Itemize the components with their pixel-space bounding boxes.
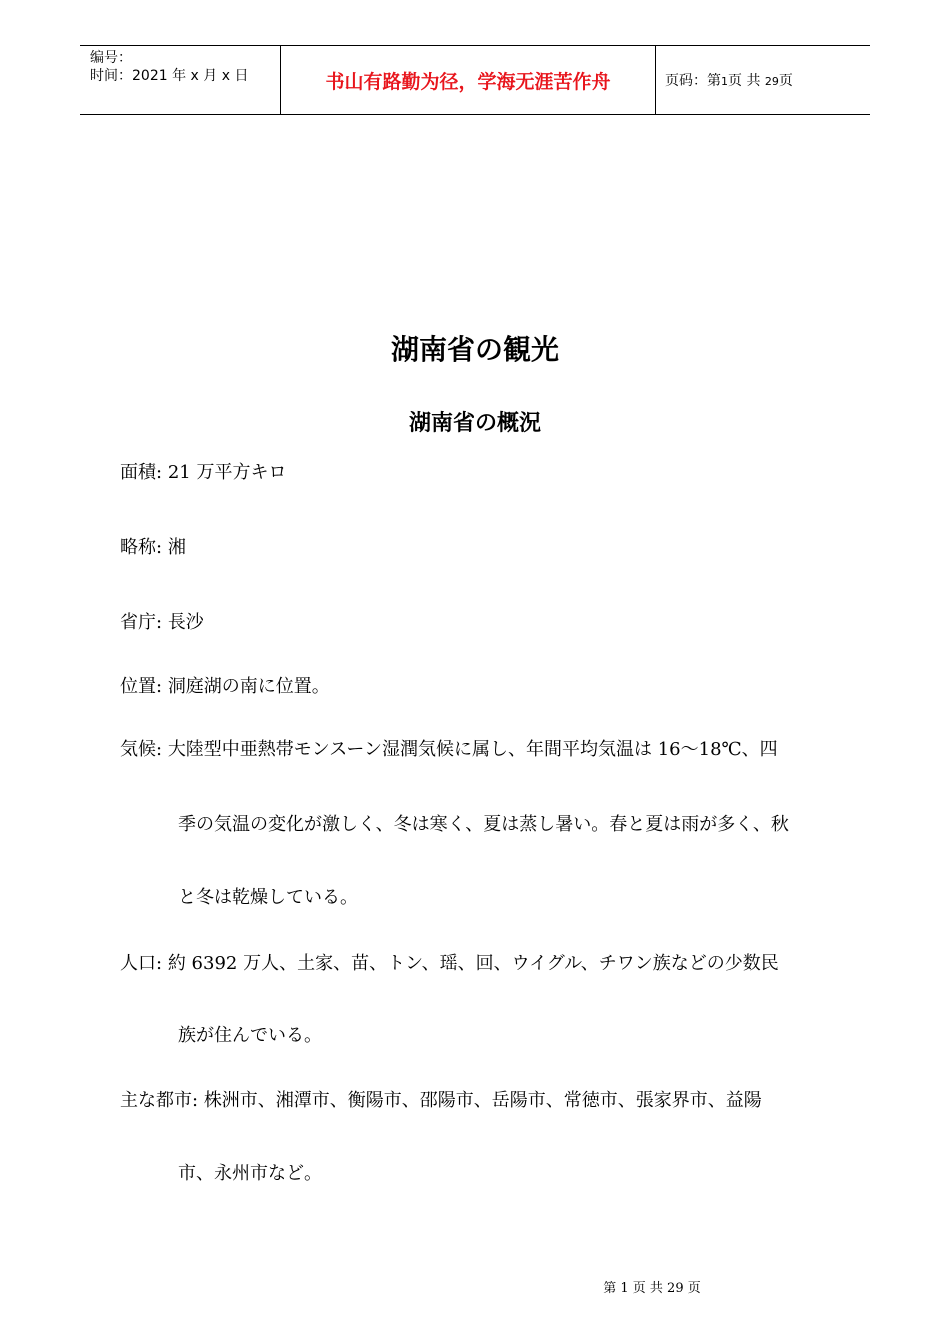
location-label: 位置: (120, 676, 163, 697)
abbr-value: 湘 (167, 537, 186, 558)
header-number-label: 编号： (90, 50, 132, 66)
cities-text-1: 株洲市、湘潭市、衡陽市、邵陽市、岳陽市、常徳市、張家界市、益陽 (203, 1090, 762, 1111)
population-line-1 (120, 951, 779, 977)
page-header (80, 45, 870, 115)
capital-value: 長沙 (167, 612, 204, 633)
abbr-label: 略称: (120, 537, 163, 558)
area-label: 面積: (120, 462, 163, 483)
capital-label: 省庁: (120, 612, 163, 633)
page-footer: 第 1 页 共 29 页 (603, 1281, 701, 1296)
section-title: 湖南省の概況 (408, 410, 541, 436)
header-page-total: 29 (764, 75, 779, 88)
population-label: 人口: (120, 953, 163, 974)
location-line (120, 674, 330, 700)
cities-line-2: 市、永州市など。 (178, 1163, 322, 1184)
climate-line-1 (120, 737, 778, 763)
header-page-suffix: 页 (778, 73, 793, 89)
header-motto: 书山有路勤为径，学海无涯苦作舟 (325, 70, 611, 93)
header-page-mid: 页 共 (728, 73, 761, 89)
header-page-cell (655, 46, 870, 114)
capital-line (120, 610, 204, 636)
area-line (120, 460, 286, 486)
header-page-number: 1 (721, 75, 728, 88)
page-title: 湖南省の観光 (390, 333, 559, 366)
header-page-prefix: 页码：第 (665, 73, 721, 89)
climate-line-3: と冬は乾燥している。 (178, 887, 358, 908)
location-value: 洞庭湖の南に位置。 (167, 676, 330, 697)
cities-label: 主な都市: (120, 1090, 199, 1111)
population-text-1: 約 6392 万人、土家、苗、トン、瑶、回、ウイグル、チワン族などの少数民 (167, 953, 779, 974)
header-meta-cell (80, 46, 280, 114)
header-time-label: 时间：2021 年 x 月 x 日 (90, 68, 249, 84)
climate-label: 気候: (120, 739, 163, 760)
header-page-info (665, 70, 793, 90)
abbr-line (120, 535, 186, 561)
cities-line-1 (120, 1088, 762, 1114)
area-value: 21 万平方キロ (167, 462, 287, 483)
climate-text-1: 大陸型中亜熱帯モンスーン湿潤気候に属し、年間平均気温は 16～18℃、四 (167, 739, 778, 760)
climate-line-2: 季の気温の変化が激しく、冬は寒く、夏は蒸し暑い。春と夏は雨が多く、秋 (178, 814, 789, 835)
population-line-2: 族が住んでいる。 (178, 1025, 322, 1046)
header-motto-cell (280, 46, 656, 114)
